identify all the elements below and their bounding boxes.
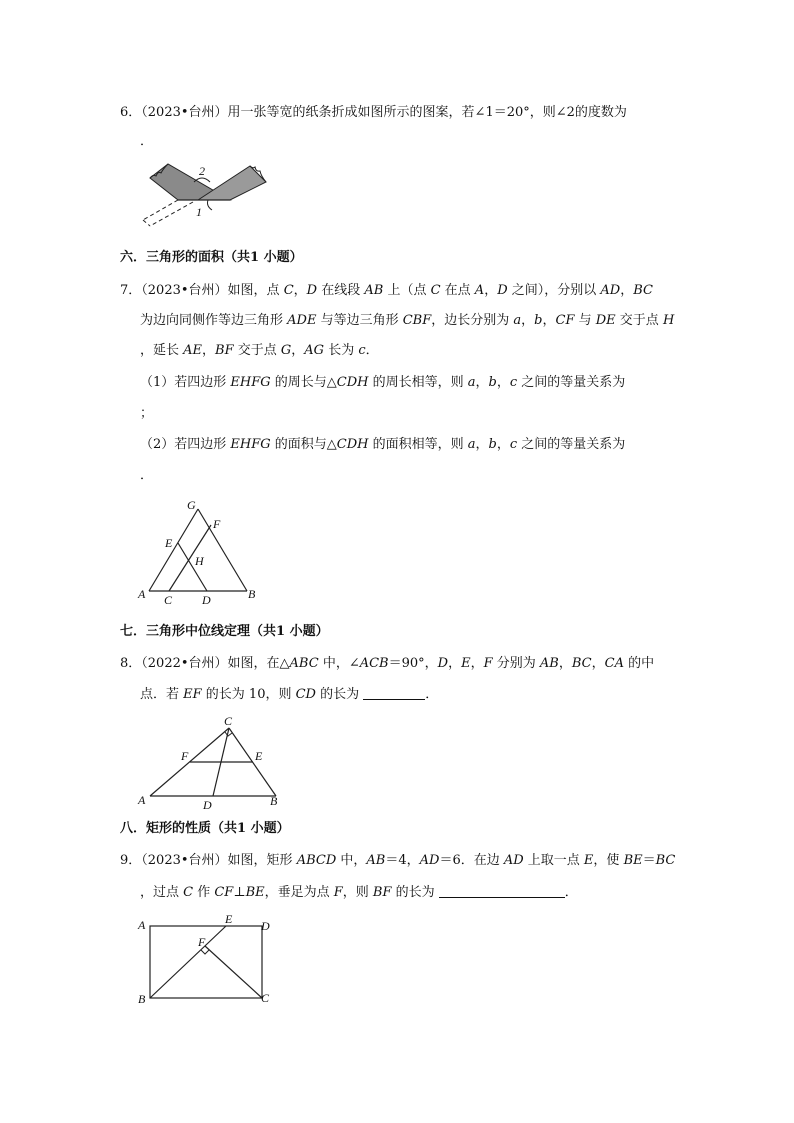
- q7-text: 的面积相等，则: [368, 437, 468, 452]
- q9-text: ，则: [342, 885, 373, 900]
- q7-text: 与: [574, 313, 596, 328]
- q8-text: 点．若: [140, 687, 184, 702]
- q9-text: ＝6．在边: [439, 853, 504, 868]
- section-7-title: 七．三角形中位线定理（共1 小题）: [120, 624, 329, 639]
- q6-dashed-strip: [143, 200, 193, 226]
- q6-source: （2023•台州）: [141, 105, 228, 120]
- q8-label-E: E: [255, 749, 263, 763]
- q9-text: ＝: [642, 853, 656, 868]
- q7-label-F: F: [213, 517, 221, 531]
- q8-figure: [135, 712, 285, 812]
- q9-text: 中，: [336, 853, 367, 868]
- q7-label-B: B: [248, 587, 256, 601]
- q9-text: 如图，矩形: [227, 853, 297, 868]
- q7-var: D: [306, 283, 318, 298]
- q7-text: 在线段: [317, 283, 365, 298]
- q9-right-angle-mark: [201, 950, 209, 954]
- q7-var: a: [467, 375, 476, 390]
- q8-var: E: [461, 656, 471, 671]
- q7-text: ，: [484, 283, 498, 298]
- q7-var: G: [280, 343, 292, 358]
- q9-text: ，使: [593, 853, 624, 868]
- q9-text: 上取一点: [523, 853, 584, 868]
- q9-text: ．: [564, 885, 578, 900]
- q9-var: AD: [503, 853, 524, 868]
- q7-var: a: [513, 313, 522, 328]
- q7-text: 交于点: [233, 343, 281, 358]
- q7-text: ，: [202, 343, 216, 358]
- q6-label-angle1: 1: [196, 205, 202, 219]
- q7-text: 如图，点: [227, 283, 284, 298]
- q8-label-C: C: [224, 714, 233, 728]
- q9-label-C: C: [261, 991, 270, 1005]
- q7-text: ，: [475, 437, 489, 452]
- q7-text: ，: [293, 283, 307, 298]
- q9-var: CF: [214, 885, 234, 900]
- q7-var: EHFG: [230, 437, 271, 452]
- q7-text: 的面积与△: [270, 437, 337, 452]
- q8-text: 分别为: [492, 656, 540, 671]
- q7-var: ADE: [287, 313, 317, 328]
- q7-text: ，: [291, 343, 305, 358]
- q6-right-ribbon: [198, 166, 266, 200]
- q7-var: b: [534, 313, 543, 328]
- q9-seg-CF: [205, 946, 262, 998]
- q8-label-D: D: [203, 798, 212, 812]
- q7-line-1: [120, 282, 653, 300]
- q7-var: BF: [215, 343, 234, 358]
- q9-answer-blank[interactable]: [439, 885, 565, 898]
- q7-text: ，边长分别为: [431, 313, 514, 328]
- q7-var: C: [430, 283, 441, 298]
- section-8-title: 八．矩形的性质（共1 小题）: [120, 821, 290, 836]
- q7-var: AG: [304, 343, 325, 358]
- q7-text: ，延长: [140, 343, 184, 358]
- q7-label-D: D: [202, 593, 211, 607]
- q7-label-E: E: [165, 536, 173, 550]
- q8-text: 如图，在△: [227, 656, 290, 671]
- q9-label-A: A: [138, 918, 146, 932]
- q9-line-1: [120, 852, 675, 870]
- q8-text: ．: [425, 687, 439, 702]
- q9-text: ＝4，: [385, 853, 420, 868]
- q7-var: C: [283, 283, 294, 298]
- q9-var: ABCD: [296, 853, 337, 868]
- q7-var: CF: [555, 313, 575, 328]
- q9-label-F: F: [198, 935, 206, 949]
- q8-label-F: F: [181, 749, 189, 763]
- q7-seg-AG: [149, 509, 198, 591]
- q7-var: AB: [364, 283, 384, 298]
- q7-var: CDH: [336, 375, 369, 390]
- q8-var: ABC: [289, 656, 319, 671]
- q7-text: （2）若四边形: [140, 437, 231, 452]
- q8-var: CA: [604, 656, 624, 671]
- q8-text: ，: [448, 656, 462, 671]
- q6-end: ．: [140, 134, 154, 149]
- q7-text: ，: [475, 375, 489, 390]
- q7-var: D: [497, 283, 508, 298]
- q9-var: AD: [419, 853, 440, 868]
- q9-var: BE: [623, 853, 643, 868]
- q8-line-1: [120, 655, 654, 673]
- q7-var: EHFG: [230, 375, 271, 390]
- q7-part2: [140, 436, 625, 454]
- q7-part1: [140, 374, 625, 392]
- q8-var: EF: [183, 687, 202, 702]
- q7-var: DE: [595, 313, 616, 328]
- q9-text: ，垂足为点: [264, 885, 334, 900]
- q7-label-C: C: [164, 593, 173, 607]
- q7-text: 上（点: [383, 283, 431, 298]
- q7-seg-CF: [169, 525, 211, 591]
- q9-source: （2023•台州）: [141, 853, 228, 868]
- q9-label-D: D: [261, 919, 270, 933]
- q7-seg-GB: [198, 509, 247, 591]
- q8-text: 的长为 10，则: [201, 687, 296, 702]
- q9-var: F: [333, 885, 343, 900]
- q8-text: ，: [470, 656, 484, 671]
- q7-var: BC: [633, 283, 653, 298]
- q7-var: a: [467, 437, 476, 452]
- q9-seg-BE: [150, 926, 226, 998]
- q8-text: ＝90°，: [388, 656, 438, 671]
- q9-text: 的长为: [391, 885, 439, 900]
- q6-number: 6．: [120, 105, 142, 120]
- q6-line-1: [120, 104, 627, 122]
- q8-text: 的中: [624, 656, 655, 671]
- q8-var: ACB: [359, 656, 389, 671]
- q9-rect-ABCD: [150, 926, 262, 998]
- q8-var: AB: [539, 656, 559, 671]
- q7-text: ，: [496, 437, 510, 452]
- q7-text: ，: [620, 283, 634, 298]
- q7-label-A: A: [138, 587, 146, 601]
- q7-text: 在点: [440, 283, 475, 298]
- q7-text: ，: [542, 313, 556, 328]
- q6-line-2: [140, 133, 153, 151]
- q9-var: AB: [366, 853, 386, 868]
- q8-var: BC: [571, 656, 592, 671]
- q7-part1-end: ；: [140, 406, 154, 421]
- q7-var: AE: [183, 343, 203, 358]
- q8-text: ，: [558, 656, 572, 671]
- q7-text: ，: [496, 375, 510, 390]
- q7-var: H: [662, 313, 675, 328]
- q7-text: 的周长与△: [270, 375, 337, 390]
- q7-var: AD: [600, 283, 621, 298]
- q9-figure: [135, 910, 285, 1010]
- q6-text: 用一张等宽的纸条折成如图所示的图案，若∠1＝20°，则∠2的度数为: [227, 105, 627, 120]
- q7-var: c: [509, 375, 518, 390]
- q7-var: CBF: [402, 313, 432, 328]
- q8-var: CD: [295, 687, 316, 702]
- q8-text: 中，∠: [318, 656, 360, 671]
- q7-line-2: [140, 312, 674, 330]
- q7-text: 之间），分别以: [507, 283, 601, 298]
- q7-part2-end: ．: [140, 468, 154, 483]
- q8-number: 8．: [120, 656, 142, 671]
- q9-text: ，过点: [140, 885, 184, 900]
- q9-label-B: B: [138, 992, 146, 1006]
- q7-text: （1）若四边形: [140, 375, 231, 390]
- q7-figure: [135, 497, 265, 607]
- q9-var: C: [183, 885, 194, 900]
- q6-figure: [138, 158, 268, 228]
- q7-text: 与等边三角形: [316, 313, 403, 328]
- q7-text: ，: [521, 313, 535, 328]
- q8-text: ，: [591, 656, 605, 671]
- q9-number: 9．: [120, 853, 142, 868]
- q7-text: 为边向同侧作等边三角形: [140, 313, 288, 328]
- q7-text: 交于点: [615, 313, 663, 328]
- q9-label-E: E: [225, 912, 233, 926]
- q8-line-2: [140, 686, 438, 704]
- q6-label-angle2: 2: [199, 164, 205, 178]
- q7-number: 7．: [120, 283, 142, 298]
- q9-text: ⊥: [233, 885, 246, 900]
- section-6-title: 六．三角形的面积（共1 小题）: [120, 250, 303, 265]
- q7-var: CDH: [336, 437, 369, 452]
- q8-var: F: [483, 656, 493, 671]
- q7-var: A: [474, 283, 485, 298]
- q8-var: D: [437, 656, 449, 671]
- q7-text: 之间的等量关系为: [517, 437, 626, 452]
- q7-var: c: [358, 343, 366, 358]
- q8-answer-blank[interactable]: [363, 687, 425, 700]
- q7-text: ．: [365, 343, 379, 358]
- q7-var: b: [488, 437, 497, 452]
- q9-var: BE: [245, 885, 265, 900]
- q9-var: E: [583, 853, 594, 868]
- q6-angle1-arc: [208, 200, 213, 210]
- q7-text: 的周长相等，则: [368, 375, 468, 390]
- q9-var: BF: [372, 885, 392, 900]
- q8-label-B: B: [270, 794, 278, 808]
- q7-text: 之间的等量关系为: [517, 375, 626, 390]
- q9-line-2: [140, 884, 578, 902]
- q9-var: BC: [655, 853, 676, 868]
- q7-line-3: [140, 342, 379, 360]
- q8-label-A: A: [138, 793, 146, 807]
- q7-label-H: H: [195, 554, 204, 568]
- q7-var: b: [488, 375, 497, 390]
- q7-var: c: [509, 437, 518, 452]
- q9-text: 作: [193, 885, 215, 900]
- q8-text: 的长为: [315, 687, 364, 702]
- q8-source: （2022•台州）: [141, 656, 228, 671]
- q7-text: 长为: [324, 343, 359, 358]
- q7-label-G: G: [187, 498, 196, 512]
- q7-source: （2023•台州）: [141, 283, 228, 298]
